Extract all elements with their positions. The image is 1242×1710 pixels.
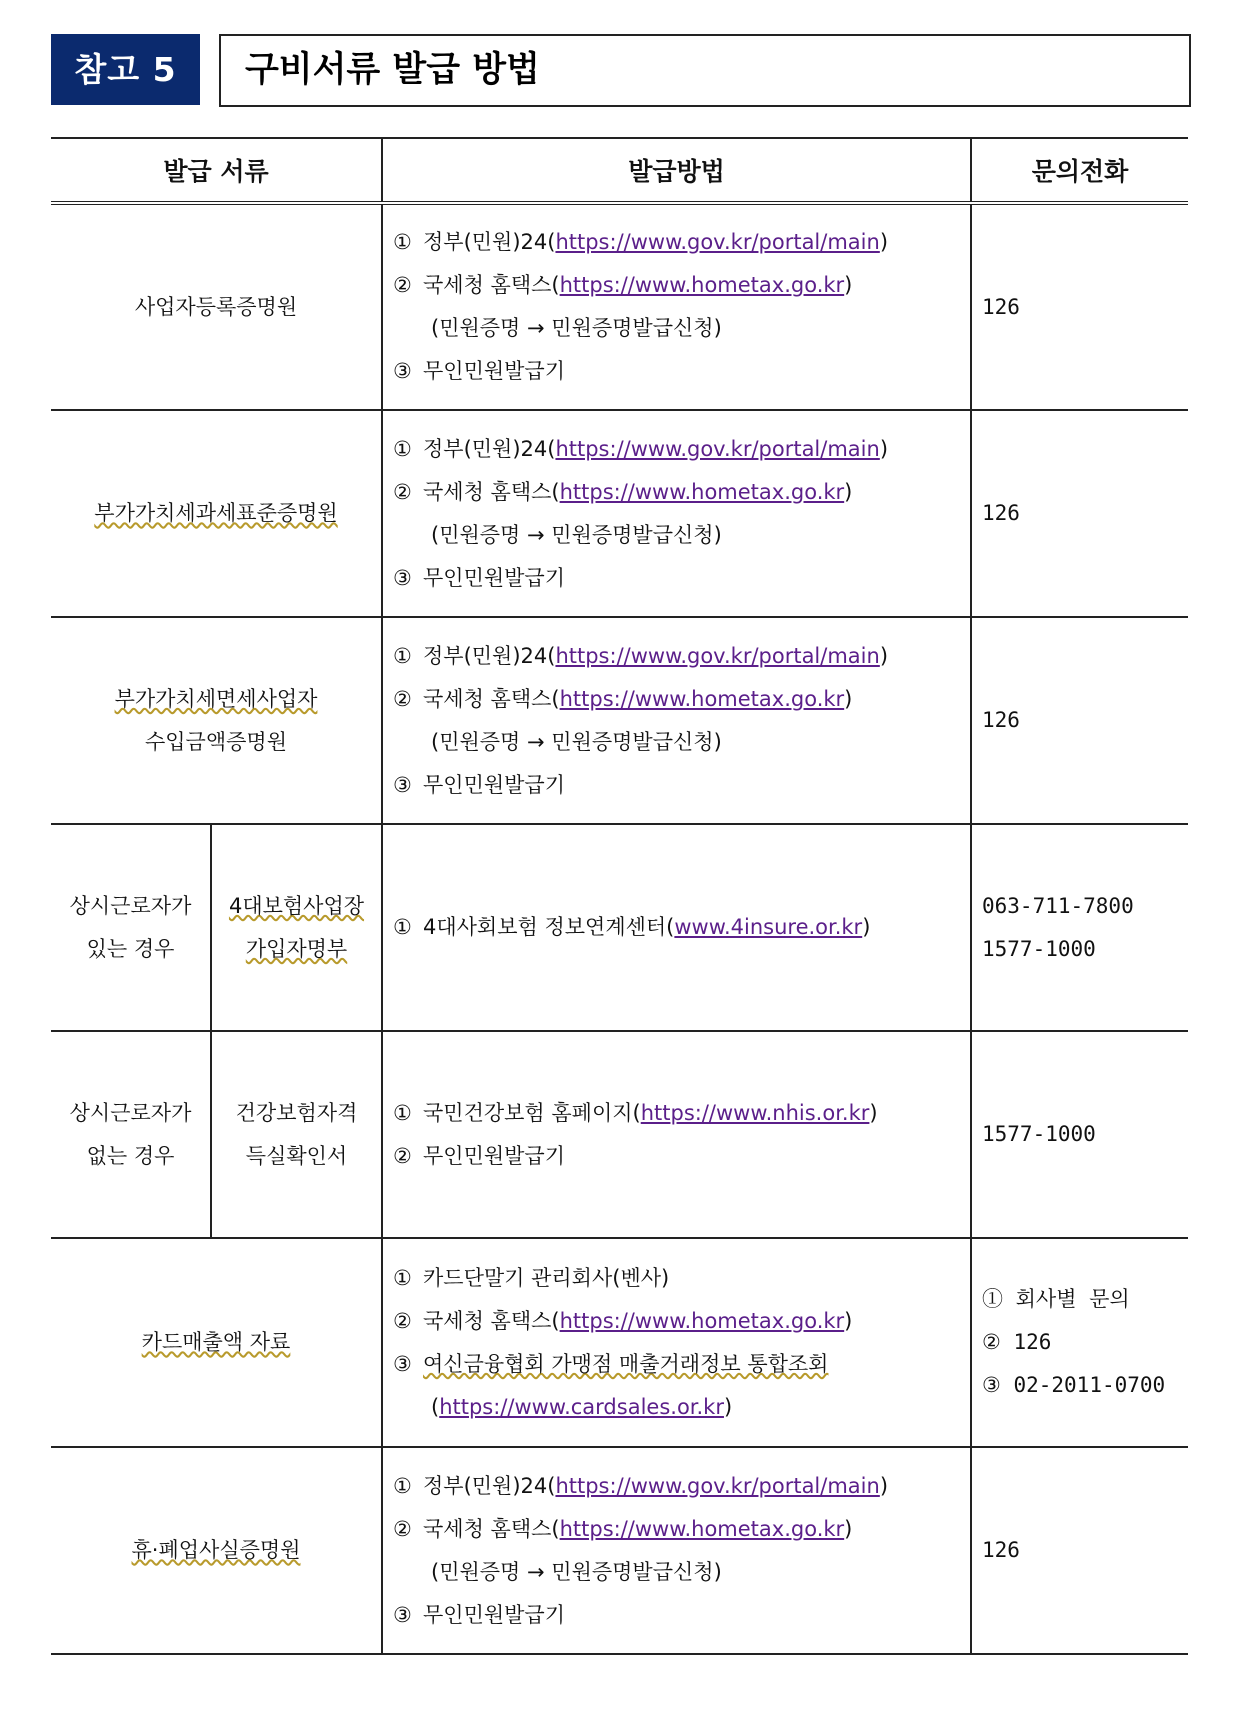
method-line: ② 무인민원발급기 — [393, 1143, 566, 1168]
phone-cell — [971, 1238, 1188, 1447]
hometax-link[interactable]: https://www.hometax.go.kr — [559, 1516, 845, 1541]
document-cell — [51, 617, 382, 824]
gov24-link[interactable]: https://www.gov.kr/portal/main — [555, 230, 880, 254]
table-row — [51, 617, 1188, 824]
condition-line: 없는 경우 — [86, 1143, 175, 1168]
gov24-link[interactable]: https://www.gov.kr/portal/main — [555, 643, 880, 668]
phone-number: ② 126 — [982, 1330, 1052, 1354]
phone-cell — [971, 824, 1188, 1031]
phone-number: 126 — [982, 501, 1020, 525]
method-line: ① 카드단말기 관리회사(벤사) — [393, 1265, 670, 1290]
method-cell — [382, 824, 971, 1031]
method-line: ③ 무인민원발급기 — [393, 772, 566, 797]
condition-cell — [51, 1031, 211, 1238]
method-line: (민원증명 → 민원증명발급신청) — [431, 316, 722, 340]
condition-cell — [51, 824, 211, 1031]
method-line: ③ 무인민원발급기 — [393, 1602, 566, 1627]
method-line: ① 정부(민원)24(https://www.gov.kr/portal/main) — [393, 1473, 889, 1498]
reference-badge: 참고 5 — [51, 34, 200, 105]
table-row — [51, 1031, 1188, 1238]
document-name-line: 득실확인서 — [245, 1143, 348, 1168]
phone-number: ③ 02-2011-0700 — [982, 1373, 1166, 1397]
method-line: (https://www.cardsales.or.kr) — [431, 1394, 733, 1419]
method-line: ③ 여신금융협회 가맹점 매출거래정보 통합조회 — [393, 1351, 829, 1376]
method-line: ③ 무인민원발급기 — [393, 565, 566, 590]
phone-cell — [971, 1031, 1188, 1238]
method-cell — [382, 410, 971, 617]
method-line: (민원증명 → 민원증명발급신청) — [431, 522, 722, 547]
method-line: ② 국세청 홈택스(https://www.hometax.go.kr) — [393, 1516, 853, 1541]
method-cell — [382, 1447, 971, 1654]
document-name-line: 가입자명부 — [245, 936, 348, 961]
page-title: 구비서류 발급 방법 — [245, 50, 540, 90]
document-cell — [51, 1238, 382, 1447]
phone-number: 126 — [982, 294, 1020, 319]
hometax-link[interactable]: https://www.hometax.go.kr — [559, 479, 845, 504]
method-line: ② 국세청 홈택스(https://www.hometax.go.kr) — [393, 273, 853, 297]
nhis-link[interactable]: https://www.nhis.or.kr — [640, 1100, 870, 1125]
hometax-link[interactable]: https://www.hometax.go.kr — [559, 273, 845, 297]
document-cell — [51, 410, 382, 617]
document-name: 카드매출액 자료 — [141, 1330, 291, 1354]
phone-number: ① 회사별 문의 — [982, 1287, 1130, 1311]
table-row — [51, 203, 1188, 410]
gov24-link[interactable]: https://www.gov.kr/portal/main — [555, 1473, 880, 1498]
condition-line: 있는 경우 — [86, 936, 175, 961]
table-row — [51, 1238, 1188, 1447]
condition-line: 상시근로자가 — [69, 1100, 192, 1125]
header-method: 발급방법 — [382, 138, 971, 203]
table-header-row — [51, 138, 1188, 203]
method-cell — [382, 1238, 971, 1447]
gov24-link[interactable]: https://www.gov.kr/portal/main — [555, 436, 880, 461]
documents-table — [51, 137, 1188, 1655]
document-name: 사업자등록증명원 — [134, 294, 298, 319]
method-line: ① 정부(민원)24(https://www.gov.kr/portal/main) — [393, 436, 889, 461]
method-line: ① 정부(민원)24(https://www.gov.kr/portal/main) — [393, 230, 889, 254]
phone-cell — [971, 1447, 1188, 1654]
phone-number: 126 — [982, 708, 1020, 732]
method-cell — [382, 203, 971, 410]
document-cell — [211, 824, 382, 1031]
method-line: ② 국세청 홈택스(https://www.hometax.go.kr) — [393, 479, 853, 504]
hometax-link[interactable]: https://www.hometax.go.kr — [559, 1308, 845, 1333]
document-name-line: 부가가치세면세사업자 — [114, 686, 318, 711]
table-row — [51, 824, 1188, 1031]
title-box — [219, 34, 1191, 107]
4insure-link[interactable]: www.4insure.or.kr — [674, 915, 863, 939]
method-line: ① 4대사회보험 정보연계센터(www.4insure.or.kr) — [393, 915, 871, 939]
document-cell — [211, 1031, 382, 1238]
method-line: ① 정부(민원)24(https://www.gov.kr/portal/main) — [393, 643, 889, 668]
method-cell — [382, 617, 971, 824]
method-line: (민원증명 → 민원증명발급신청) — [431, 1559, 722, 1584]
phone-number: 126 — [982, 1538, 1020, 1562]
table-row — [51, 410, 1188, 617]
document-name-line: 건강보험자격 — [235, 1100, 358, 1125]
condition-line: 상시근로자가 — [69, 893, 192, 918]
document-name-line: 수입금액증명원 — [144, 729, 287, 754]
phone-cell — [971, 203, 1188, 410]
phone-number: 1577-1000 — [982, 1122, 1096, 1146]
method-line: ③ 무인민원발급기 — [393, 359, 566, 383]
document-name: 부가가치세과세표준증명원 — [94, 501, 338, 525]
method-cell — [382, 1031, 971, 1238]
phone-cell — [971, 617, 1188, 824]
document-cell — [51, 1447, 382, 1654]
method-line: ② 국세청 홈택스(https://www.hometax.go.kr) — [393, 1308, 853, 1333]
header-phone: 문의전화 — [971, 138, 1188, 203]
cardsales-link[interactable]: https://www.cardsales.or.kr — [439, 1394, 724, 1419]
method-line: (민원증명 → 민원증명발급신청) — [431, 729, 722, 754]
phone-number: 1577-1000 — [982, 936, 1096, 961]
table-row — [51, 1447, 1188, 1654]
method-line: ② 국세청 홈택스(https://www.hometax.go.kr) — [393, 686, 853, 711]
header-document: 발급 서류 — [51, 138, 382, 203]
document-name: 휴·폐업사실증명원 — [131, 1538, 301, 1562]
document-name-line: 4대보험사업장 — [228, 893, 365, 918]
phone-number: 063-711-7800 — [982, 893, 1134, 918]
phone-cell — [971, 410, 1188, 617]
method-line: ① 국민건강보험 홈페이지(https://www.nhis.or.kr) — [393, 1100, 878, 1125]
document-cell — [51, 203, 382, 410]
page-header — [51, 34, 1191, 105]
hometax-link[interactable]: https://www.hometax.go.kr — [559, 686, 845, 711]
